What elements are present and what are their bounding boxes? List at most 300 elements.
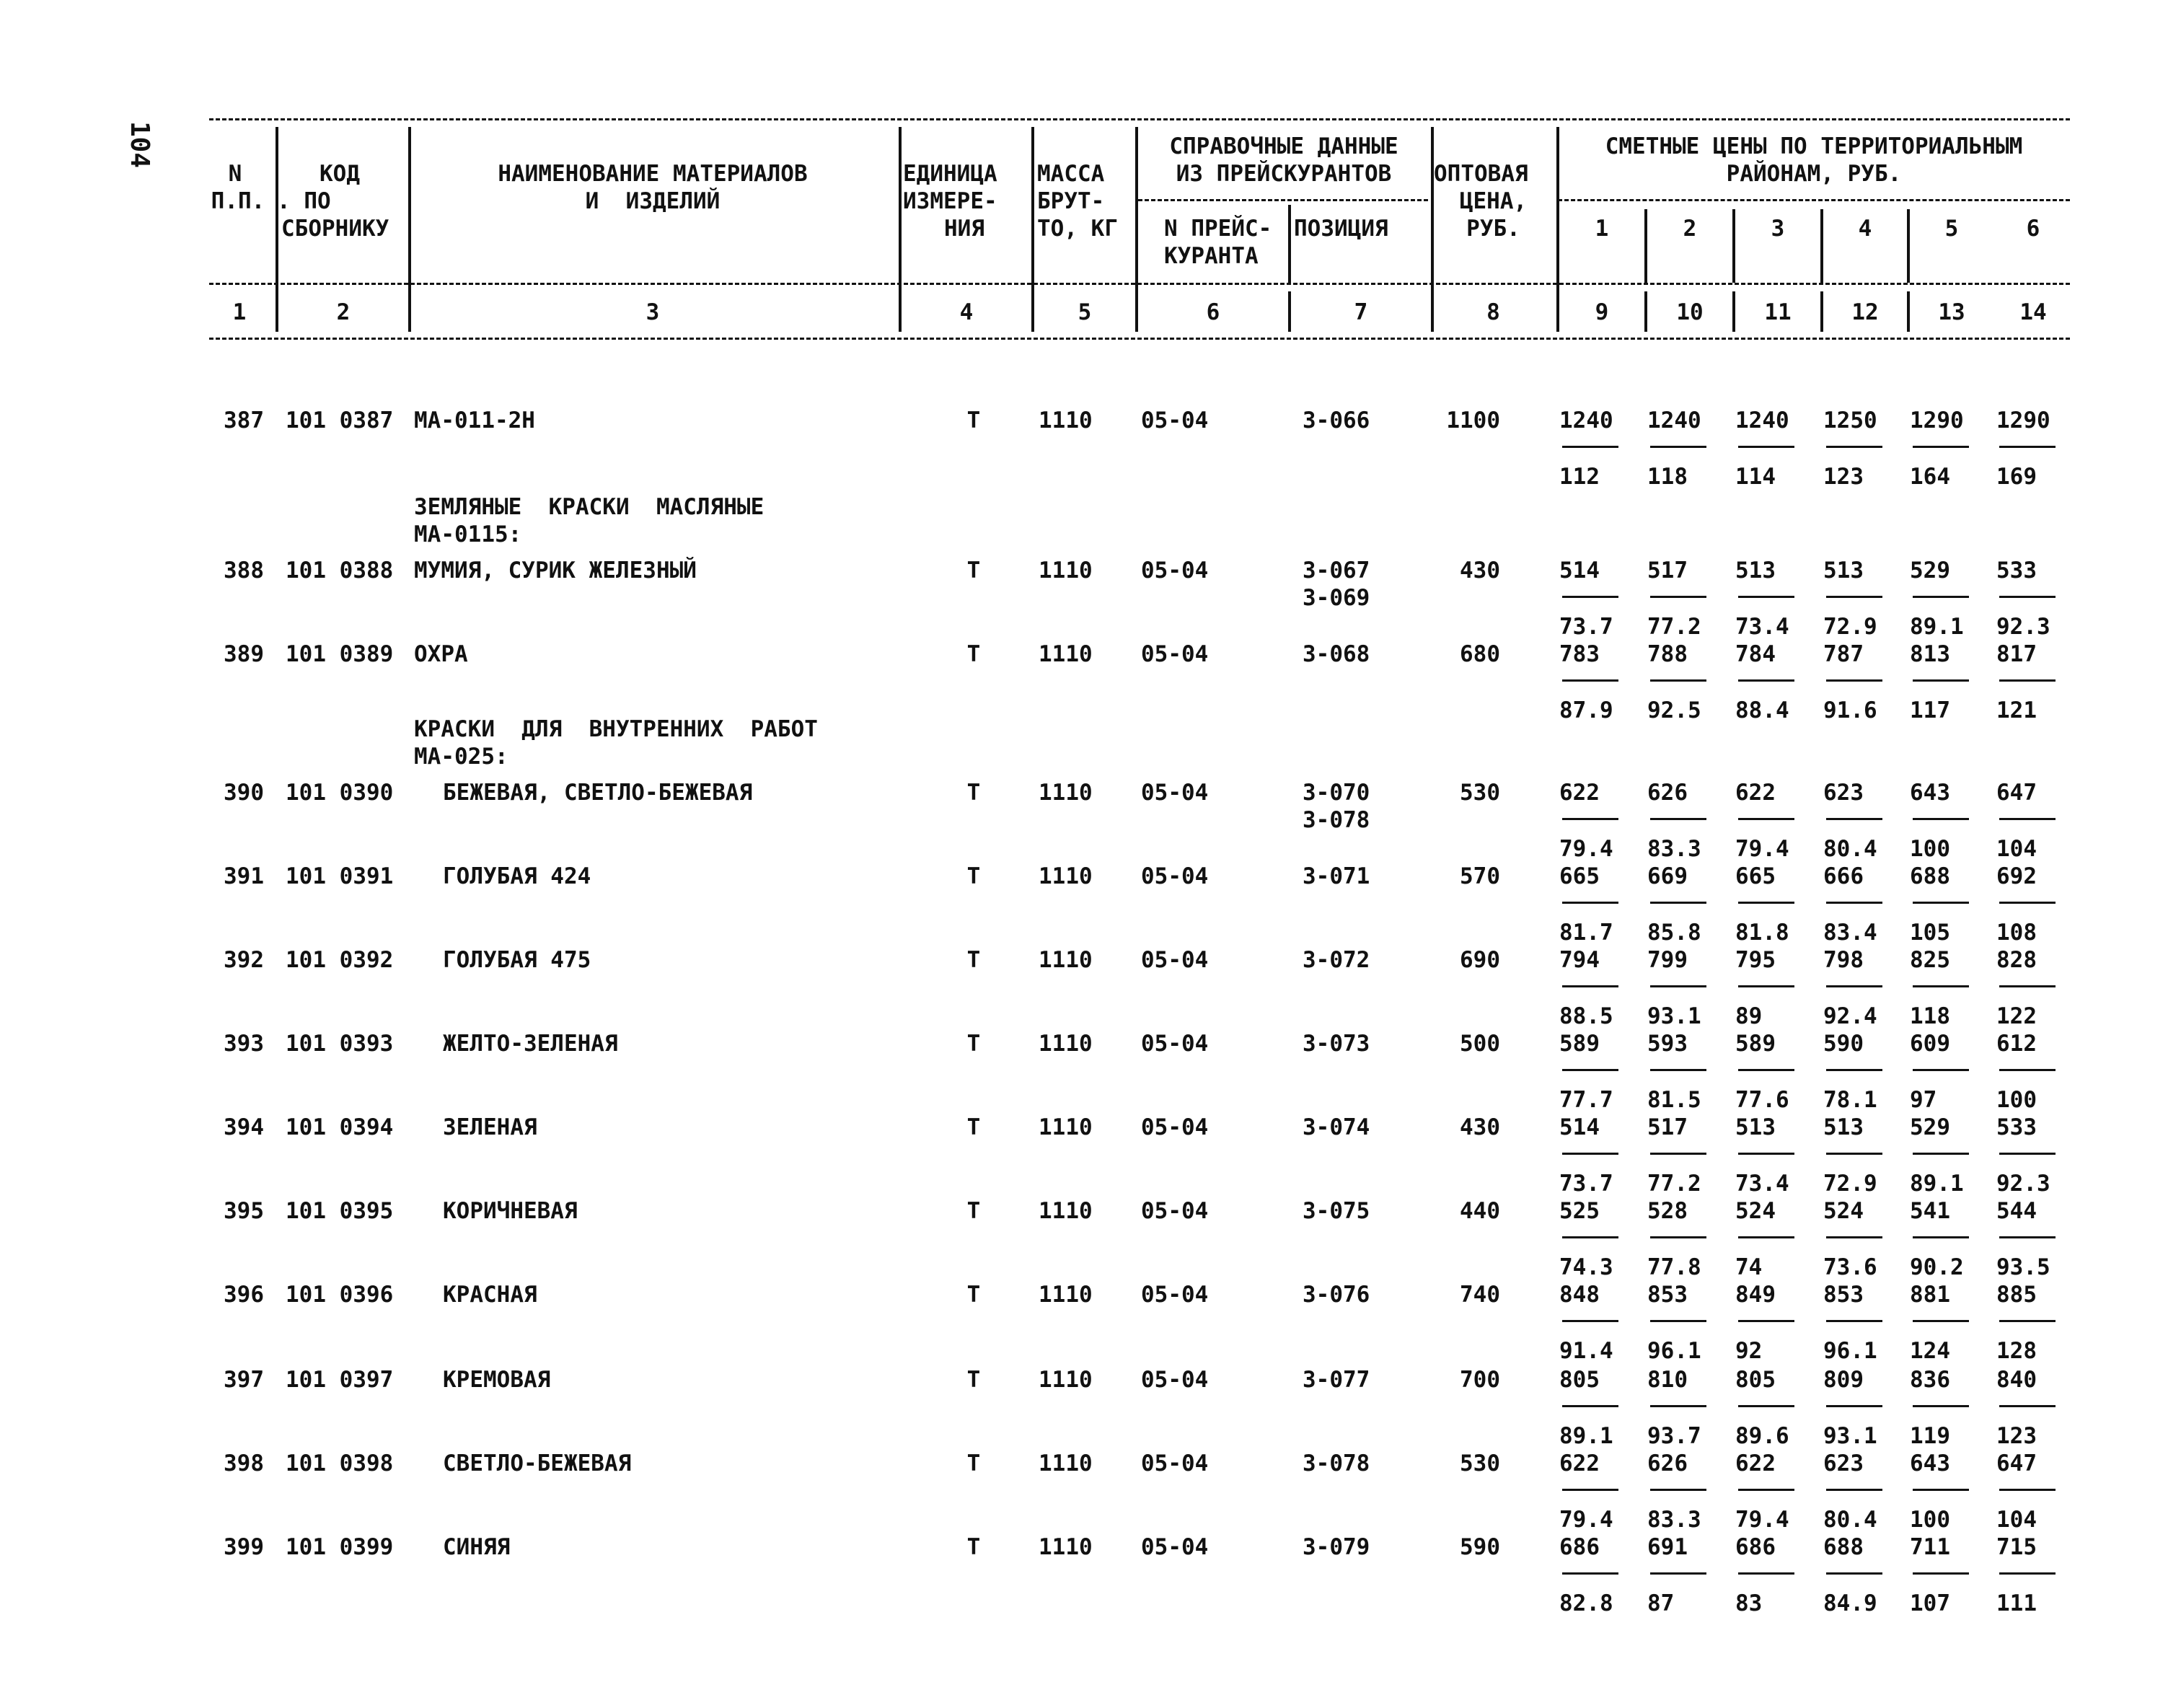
row-code: 101 0388 (286, 558, 394, 584)
row-number: 398 (224, 1451, 264, 1476)
district-price-index: 77.6 (1735, 1087, 1789, 1113)
fraction-bar (1738, 902, 1794, 904)
fraction-bar (1562, 1236, 1618, 1238)
district-price-index: 114 (1735, 464, 1776, 490)
district-price: 590 (1823, 1031, 1864, 1057)
fraction-bar (1650, 1069, 1706, 1071)
row-code: 101 0390 (286, 780, 394, 806)
district-price: 647 (1996, 1451, 2037, 1476)
district-price: 622 (1559, 780, 1600, 806)
row-unit: Т (966, 558, 981, 584)
district-price-index: 93.5 (1996, 1254, 2050, 1280)
row-wholesale: 690 (1460, 947, 1500, 973)
column-number: 7 (1354, 299, 1368, 325)
row-wholesale: 680 (1460, 641, 1500, 667)
district-price: 688 (1910, 863, 1950, 889)
fraction-bar (1913, 985, 1969, 987)
fraction-bar (1999, 1489, 2056, 1491)
row-pricelist: 05-04 (1141, 1451, 1209, 1476)
district-price-index: 77.7 (1559, 1087, 1613, 1113)
header-np: N (228, 161, 242, 187)
header-top-rule (209, 118, 2070, 120)
row-position: 3-079 (1303, 1534, 1370, 1560)
district-price-index: 87.9 (1559, 697, 1613, 723)
section-heading: ЗЕМЛЯНЫЕ КРАСКИ МАСЛЯНЫЕ (414, 494, 765, 520)
district-price-index: 121 (1996, 697, 2037, 723)
district-price-index: 118 (1647, 464, 1688, 490)
district-price-index: 100 (1996, 1087, 2037, 1113)
district-price: 715 (1996, 1534, 2037, 1560)
district-price: 626 (1647, 1451, 1688, 1476)
header-code: КОД (320, 161, 360, 187)
header-wholesale: РУБ. (1466, 216, 1520, 242)
row-code: 101 0391 (286, 863, 394, 889)
row-pricelist: 05-04 (1141, 408, 1209, 433)
district-price: 853 (1647, 1282, 1688, 1308)
row-code: 101 0393 (286, 1031, 394, 1057)
district-price: 593 (1647, 1031, 1688, 1057)
district-price: 809 (1823, 1367, 1864, 1393)
fraction-bar (1913, 1572, 1969, 1575)
district-price-index: 83 (1735, 1590, 1763, 1616)
row-wholesale: 530 (1460, 780, 1500, 806)
fraction-bar (1999, 596, 2056, 598)
district-price-index: 164 (1910, 464, 1950, 490)
row-position: 3-066 (1303, 408, 1370, 433)
district-price-index: 73.4 (1735, 614, 1789, 640)
row-code: 101 0396 (286, 1282, 394, 1308)
district-price-index: 73.4 (1735, 1171, 1789, 1197)
column-number: 5 (1078, 299, 1092, 325)
district-price: 643 (1910, 1451, 1950, 1476)
fraction-bar (1562, 596, 1618, 598)
row-code: 101 0399 (286, 1534, 394, 1560)
fraction-bar (1650, 596, 1706, 598)
district-price: 848 (1559, 1282, 1600, 1308)
district-price-index: 91.4 (1559, 1338, 1613, 1364)
fraction-bar (1562, 902, 1618, 904)
fraction-bar (1826, 1572, 1882, 1575)
district-price: 825 (1910, 947, 1950, 973)
district-price: 609 (1910, 1031, 1950, 1057)
district-price-index: 89 (1735, 1003, 1763, 1029)
row-mass: 1110 (1039, 863, 1093, 889)
district-price-index: 92.3 (1996, 1171, 2050, 1197)
district-price: 513 (1823, 1114, 1864, 1140)
row-name: КРЕМОВАЯ (443, 1367, 551, 1393)
row-position: 3-067 (1303, 558, 1370, 584)
fraction-bar (1999, 1572, 2056, 1575)
fraction-bar (1826, 818, 1882, 820)
district-price-index: 92.4 (1823, 1003, 1877, 1029)
row-name: МУМИЯ, СУРИК ЖЕЛЕЗНЫЙ (414, 558, 697, 584)
district-price: 623 (1823, 780, 1864, 806)
fraction-bar (1562, 818, 1618, 820)
district-price: 1250 (1823, 408, 1877, 433)
column-number: 13 (1938, 299, 1965, 325)
row-pricelist: 05-04 (1141, 641, 1209, 667)
district-price: 513 (1823, 558, 1864, 584)
district-price-index: 128 (1996, 1338, 2037, 1364)
header-mass: БРУТ- (1037, 188, 1105, 214)
fraction-bar (1738, 446, 1794, 448)
row-unit: Т (966, 1534, 981, 1560)
row-unit: Т (966, 1031, 981, 1057)
fraction-bar (1650, 1153, 1706, 1155)
fraction-bar (1650, 1489, 1706, 1491)
header-code: . ПО (277, 188, 331, 214)
district-price-index: 78.1 (1823, 1087, 1877, 1113)
fraction-bar (1562, 446, 1618, 448)
row-code: 101 0397 (286, 1367, 394, 1393)
header-position: ПОЗИЦИЯ (1294, 216, 1388, 242)
row-number: 392 (224, 947, 264, 973)
district-price-index: 89.6 (1735, 1423, 1789, 1449)
district-price-index: 111 (1996, 1590, 2037, 1616)
fraction-bar (1562, 1320, 1618, 1322)
row-unit: Т (966, 1282, 981, 1308)
district-price-index: 97 (1910, 1087, 1937, 1113)
column-number: 8 (1486, 299, 1500, 325)
row-position: 3-069 (1303, 585, 1370, 611)
district-price: 612 (1996, 1031, 2037, 1057)
row-position: 3-070 (1303, 780, 1370, 806)
district-price: 541 (1910, 1198, 1950, 1224)
district-label: 4 (1858, 216, 1872, 242)
fraction-bar (1826, 1236, 1882, 1238)
district-price-index: 83.3 (1647, 836, 1701, 862)
district-price-index: 93.7 (1647, 1423, 1701, 1449)
fraction-bar (1562, 679, 1618, 682)
district-price: 514 (1559, 1114, 1600, 1140)
row-name: МА-011-2Н (414, 408, 535, 433)
district-price-index: 117 (1910, 697, 1950, 723)
district-price: 840 (1996, 1367, 2037, 1393)
section-heading: МА-0115: (414, 521, 522, 547)
fraction-bar (1650, 902, 1706, 904)
row-mass: 1110 (1039, 1451, 1093, 1476)
district-price-index: 79.4 (1559, 836, 1613, 862)
district-price: 692 (1996, 863, 2037, 889)
price-group-title: СМЕТНЫЕ ЦЕНЫ ПО ТЕРРИТОРИАЛЬНЫМ (1605, 133, 2023, 159)
price-group-title: РАЙОНАМ, РУБ. (1726, 161, 1902, 187)
district-price-index: 93.1 (1647, 1003, 1701, 1029)
district-price: 666 (1823, 863, 1864, 889)
district-price: 881 (1910, 1282, 1950, 1308)
row-unit: Т (966, 1451, 981, 1476)
row-wholesale: 530 (1460, 1451, 1500, 1476)
district-price: 529 (1910, 558, 1950, 584)
district-price-index: 93.1 (1823, 1423, 1877, 1449)
row-pricelist: 05-04 (1141, 1367, 1209, 1393)
district-price: 783 (1559, 641, 1600, 667)
row-name: ГОЛУБАЯ 475 (443, 947, 591, 973)
district-price-index: 90.2 (1910, 1254, 1964, 1280)
row-pricelist: 05-04 (1141, 780, 1209, 806)
row-name: СИНЯЯ (443, 1534, 511, 1560)
row-name: БЕЖЕВАЯ, СВЕТЛО-БЕЖЕВАЯ (443, 780, 753, 806)
fraction-bar (1999, 985, 2056, 987)
fraction-bar (1826, 1489, 1882, 1491)
row-pricelist: 05-04 (1141, 1198, 1209, 1224)
district-price: 622 (1735, 780, 1776, 806)
district-price-index: 119 (1910, 1423, 1950, 1449)
row-unit: Т (966, 1367, 981, 1393)
district-price: 533 (1996, 558, 2037, 584)
row-wholesale: 430 (1460, 1114, 1500, 1140)
page-number: 104 (125, 121, 154, 169)
row-unit: Т (966, 947, 981, 973)
row-unit: Т (966, 641, 981, 667)
row-position: 3-075 (1303, 1198, 1370, 1224)
column-number: 2 (336, 299, 351, 325)
row-name: ГОЛУБАЯ 424 (443, 863, 591, 889)
section-heading: КРАСКИ ДЛЯ ВНУТРЕННИХ РАБОТ (414, 716, 818, 742)
fraction-bar (1738, 985, 1794, 987)
row-position: 3-078 (1303, 1451, 1370, 1476)
price-group-rule (1558, 199, 2070, 201)
district-price: 805 (1559, 1367, 1600, 1393)
fraction-bar (1826, 1153, 1882, 1155)
district-price: 817 (1996, 641, 2037, 667)
district-price: 784 (1735, 641, 1776, 667)
header-name: НАИМЕНОВАНИЕ МАТЕРИАЛОВ (498, 161, 808, 187)
district-price: 533 (1996, 1114, 2037, 1140)
column-number: 10 (1676, 299, 1704, 325)
district-price-index: 82.8 (1559, 1590, 1613, 1616)
district-price: 794 (1559, 947, 1600, 973)
district-price-index: 96.1 (1647, 1338, 1701, 1364)
district-price: 524 (1823, 1198, 1864, 1224)
header-pricelist: N ПРЕЙС- (1164, 216, 1272, 242)
row-pricelist: 05-04 (1141, 1031, 1209, 1057)
header-name: И ИЗДЕЛИЙ (585, 188, 721, 214)
fraction-bar (1999, 679, 2056, 682)
district-price: 711 (1910, 1534, 1950, 1560)
district-price: 544 (1996, 1198, 2037, 1224)
row-unit: Т (966, 1198, 981, 1224)
fraction-bar (1999, 1153, 2056, 1155)
row-position: 3-078 (1303, 807, 1370, 833)
column-number: 1 (232, 299, 247, 325)
district-price-index: 112 (1559, 464, 1600, 490)
fraction-bar (1562, 1405, 1618, 1407)
row-mass: 1110 (1039, 1031, 1093, 1057)
district-price: 787 (1823, 641, 1864, 667)
fraction-bar (1562, 985, 1618, 987)
district-price: 528 (1647, 1198, 1688, 1224)
district-price: 686 (1735, 1534, 1776, 1560)
header-mass: МАССА (1037, 161, 1105, 187)
fraction-bar (1999, 1069, 2056, 1071)
district-label: 3 (1771, 216, 1785, 242)
district-price-index: 169 (1996, 464, 2037, 490)
district-price-index: 104 (1996, 1507, 2037, 1533)
district-price-index: 100 (1910, 836, 1950, 862)
row-code: 101 0398 (286, 1451, 394, 1476)
fraction-bar (1826, 902, 1882, 904)
row-pricelist: 05-04 (1141, 863, 1209, 889)
row-mass: 1110 (1039, 1282, 1093, 1308)
row-pricelist: 05-04 (1141, 1114, 1209, 1140)
column-number: 11 (1764, 299, 1792, 325)
district-price: 788 (1647, 641, 1688, 667)
row-position: 3-076 (1303, 1282, 1370, 1308)
header-unit: ЕДИНИЦА (903, 161, 997, 187)
district-price-index: 100 (1910, 1507, 1950, 1533)
district-price: 665 (1735, 863, 1776, 889)
fraction-bar (1738, 1153, 1794, 1155)
fraction-bar (1738, 818, 1794, 820)
fraction-bar (1650, 985, 1706, 987)
district-price-index: 104 (1996, 836, 2037, 862)
district-price: 1240 (1647, 408, 1701, 433)
district-price: 836 (1910, 1367, 1950, 1393)
row-mass: 1110 (1039, 1367, 1093, 1393)
column-number: 12 (1851, 299, 1879, 325)
district-price-index: 123 (1823, 464, 1864, 490)
fraction-bar (1999, 1320, 2056, 1322)
fraction-bar (1913, 596, 1969, 598)
district-price: 525 (1559, 1198, 1600, 1224)
district-price: 517 (1647, 1114, 1688, 1140)
district-price-index: 72.9 (1823, 1171, 1877, 1197)
fraction-bar (1826, 985, 1882, 987)
district-price-index: 81.5 (1647, 1087, 1701, 1113)
fraction-bar (1999, 446, 2056, 448)
district-price-index: 84.9 (1823, 1590, 1877, 1616)
fraction-bar (1562, 1489, 1618, 1491)
fraction-bar (1738, 1489, 1794, 1491)
district-price-index: 83.4 (1823, 920, 1877, 946)
header-pricelist: КУРАНТА (1164, 243, 1259, 269)
district-price-index: 88.5 (1559, 1003, 1613, 1029)
row-wholesale: 440 (1460, 1198, 1500, 1224)
row-name: ОХРА (414, 641, 468, 667)
row-unit: Т (966, 1114, 981, 1140)
district-price: 665 (1559, 863, 1600, 889)
district-price: 849 (1735, 1282, 1776, 1308)
row-number: 396 (224, 1282, 264, 1308)
district-price-index: 73.6 (1823, 1254, 1877, 1280)
row-number: 395 (224, 1198, 264, 1224)
fraction-bar (1826, 446, 1882, 448)
row-unit: Т (966, 408, 981, 433)
row-pricelist: 05-04 (1141, 1282, 1209, 1308)
fraction-bar (1738, 1572, 1794, 1575)
row-name: СВЕТЛО-БЕЖЕВАЯ (443, 1451, 632, 1476)
row-number: 393 (224, 1031, 264, 1057)
district-label: 2 (1683, 216, 1697, 242)
fraction-bar (1999, 902, 2056, 904)
district-label: 5 (1944, 216, 1959, 242)
district-price-index: 88.4 (1735, 697, 1789, 723)
district-price-index: 79.4 (1559, 1507, 1613, 1533)
ref-group-rule (1138, 199, 1428, 201)
fraction-bar (1650, 679, 1706, 682)
district-price-index: 77.2 (1647, 614, 1701, 640)
row-number: 389 (224, 641, 264, 667)
fraction-bar (1913, 1069, 1969, 1071)
row-wholesale: 700 (1460, 1367, 1500, 1393)
fraction-bar (1999, 1405, 2056, 1407)
row-mass: 1110 (1039, 641, 1093, 667)
row-name: ЖЕЛТО-ЗЕЛЕНАЯ (443, 1031, 618, 1057)
row-position: 3-077 (1303, 1367, 1370, 1393)
row-code: 101 0387 (286, 408, 394, 433)
fraction-bar (1913, 446, 1969, 448)
row-unit: Т (966, 780, 981, 806)
district-price-index: 80.4 (1823, 836, 1877, 862)
district-price: 691 (1647, 1534, 1688, 1560)
district-price-index: 89.1 (1559, 1423, 1613, 1449)
district-price: 1290 (1996, 408, 2050, 433)
column-number: 4 (959, 299, 974, 325)
district-price-index: 81.8 (1735, 920, 1789, 946)
district-price-index: 87 (1647, 1590, 1675, 1616)
header-code: СБОРНИКУ (281, 216, 389, 242)
fraction-bar (1826, 1320, 1882, 1322)
row-pricelist: 05-04 (1141, 947, 1209, 973)
row-mass: 1110 (1039, 1114, 1093, 1140)
district-price: 813 (1910, 641, 1950, 667)
district-price-index: 92 (1735, 1338, 1763, 1364)
header-mass: ТО, КГ (1037, 216, 1118, 242)
fraction-bar (1650, 1405, 1706, 1407)
fraction-bar (1826, 596, 1882, 598)
row-number: 391 (224, 863, 264, 889)
district-label: 6 (2026, 216, 2040, 242)
district-price: 795 (1735, 947, 1776, 973)
district-price: 1290 (1910, 408, 1964, 433)
district-price: 799 (1647, 947, 1688, 973)
row-wholesale: 740 (1460, 1282, 1500, 1308)
district-price: 810 (1647, 1367, 1688, 1393)
fraction-bar (1826, 1069, 1882, 1071)
district-price-index: 122 (1996, 1003, 2037, 1029)
row-wholesale: 570 (1460, 863, 1500, 889)
district-price: 885 (1996, 1282, 2037, 1308)
district-price-index: 79.4 (1735, 836, 1789, 862)
district-price: 623 (1823, 1451, 1864, 1476)
district-price-index: 74.3 (1559, 1254, 1613, 1280)
fraction-bar (1650, 818, 1706, 820)
district-price-index: 123 (1996, 1423, 2037, 1449)
district-price-index: 73.7 (1559, 1171, 1613, 1197)
row-mass: 1110 (1039, 558, 1093, 584)
fraction-bar (1913, 1320, 1969, 1322)
district-price: 626 (1647, 780, 1688, 806)
row-number: 397 (224, 1367, 264, 1393)
district-price: 1240 (1559, 408, 1613, 433)
fraction-bar (1999, 818, 2056, 820)
district-price: 669 (1647, 863, 1688, 889)
district-price: 513 (1735, 558, 1776, 584)
row-unit: Т (966, 863, 981, 889)
fraction-bar (1650, 446, 1706, 448)
row-pricelist: 05-04 (1141, 558, 1209, 584)
fraction-bar (1738, 1320, 1794, 1322)
district-price-index: 89.1 (1910, 1171, 1964, 1197)
row-wholesale: 1100 (1446, 408, 1500, 433)
fraction-bar (1562, 1069, 1618, 1071)
fraction-bar (1650, 1572, 1706, 1575)
district-label: 1 (1595, 216, 1609, 242)
column-number: 3 (646, 299, 660, 325)
header-mid-rule (209, 283, 2070, 285)
fraction-bar (1913, 902, 1969, 904)
ref-group-title: ИЗ ПРЕЙСКУРАНТОВ (1176, 161, 1392, 187)
